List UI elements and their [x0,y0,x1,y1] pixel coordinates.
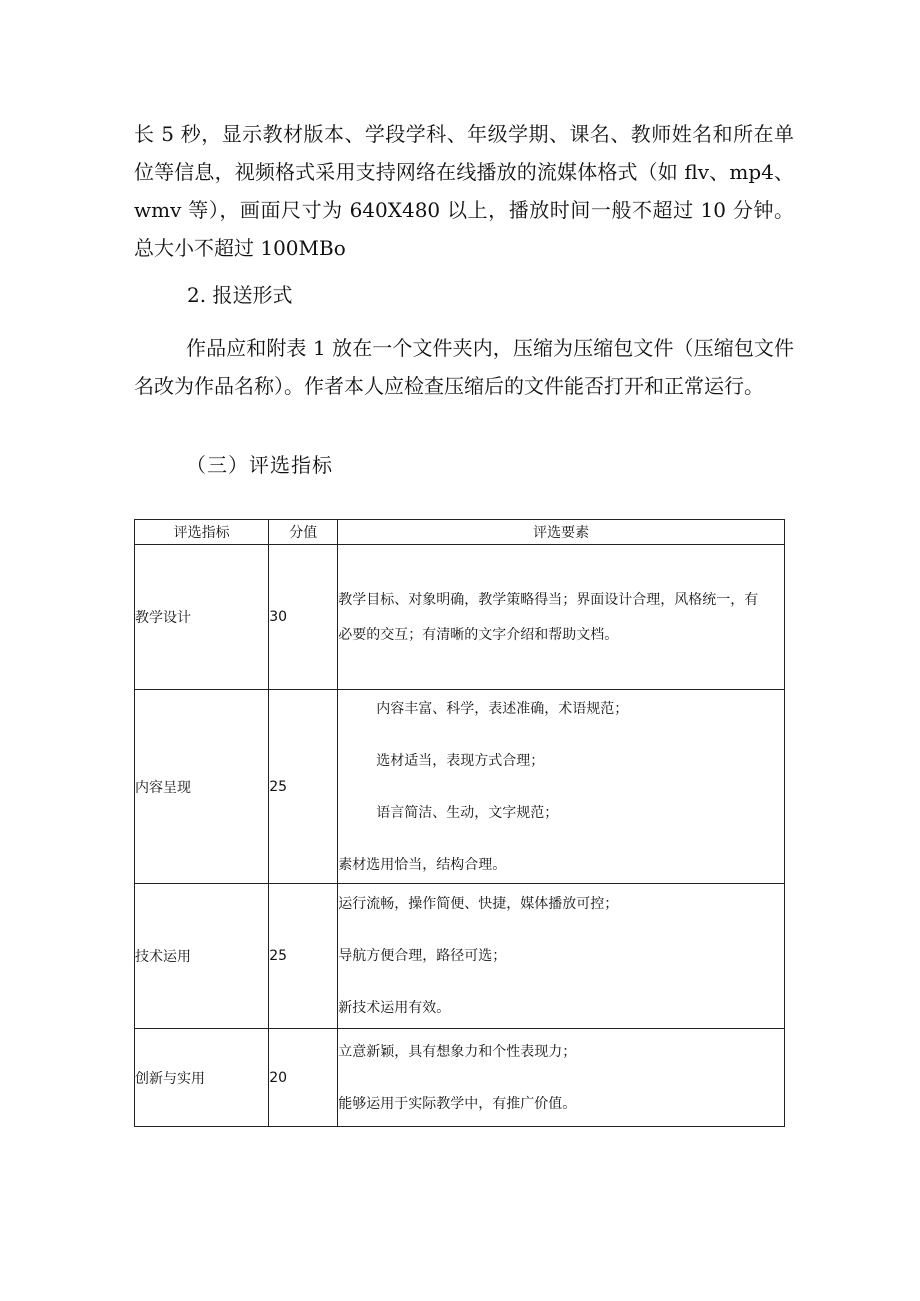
header-elements: 评选要素 [338,520,785,545]
criteria-elements [338,1029,785,1127]
element-line: 教学目标、对象明确，教学策略得当；界面设计合理，风格统一，有 [338,591,759,608]
header-score: 分值 [269,520,338,545]
table-row [135,884,785,1029]
element-line: 选材适当，表现方式合理； [376,752,545,769]
element-line: 能够运用于实际教学中，有推广价值。 [338,1095,577,1112]
table-row [135,1029,785,1127]
table-row [135,690,785,884]
element-line: 内容丰富、科学，表述准确，术语规范； [376,700,629,717]
criteria-name: 内容呈现 [135,690,269,884]
table-row [135,545,785,690]
element-line: 导航方便合理，路径可选； [338,948,507,964]
element-line: 运行流畅，操作简便、快捷，媒体播放可控； [338,896,619,912]
criteria-name: 教学设计 [135,545,269,690]
criteria-elements [338,545,785,690]
element-line: 语言简洁、生动，文字规范； [376,804,559,821]
criteria-score: 30 [269,545,338,690]
element-line: 素材选用恰当，结构合理。 [338,856,507,873]
criteria-elements [338,690,785,884]
criteria-score: 20 [269,1029,338,1127]
criteria-elements [338,884,785,1029]
criteria-score: 25 [269,884,338,1029]
element-line: 必要的交互；有清晰的文字介绍和帮助文档。 [338,626,619,643]
table-header-row [135,520,785,545]
section-heading-submission: 2. 报送形式 [187,283,293,307]
element-line: 立意新颖，具有想象力和个性表现力； [338,1043,577,1060]
paragraph-video-requirements: 长 5 秒，显示教材版本、学段学科、年级学期、课名、教师姓名和所在单位等信息，视频格式采用支持网络在线播放的流媒体格式（如 flv、mp4、wmv 等），画面尺寸为 640X480 以上，播放时间一般不超过 10 分钟。总大小不超过 100MBo [134,122,794,260]
criteria-name: 创新与实用 [135,1029,269,1127]
criteria-table [134,519,785,1127]
paragraph-submission-format: 作品应和附表 1 放在一个文件夹内，压缩为压缩包文件（压缩包文件名改为作品名称）。作者本人应检查压缩后的文件能否打开和正常运行。 [134,336,794,398]
criteria-score: 25 [269,690,338,884]
element-line: 新技术运用有效。 [338,1000,451,1016]
header-criteria: 评选指标 [135,520,269,545]
criteria-name: 技术运用 [135,884,269,1029]
section-heading-criteria: （三）评选指标 [186,453,333,477]
